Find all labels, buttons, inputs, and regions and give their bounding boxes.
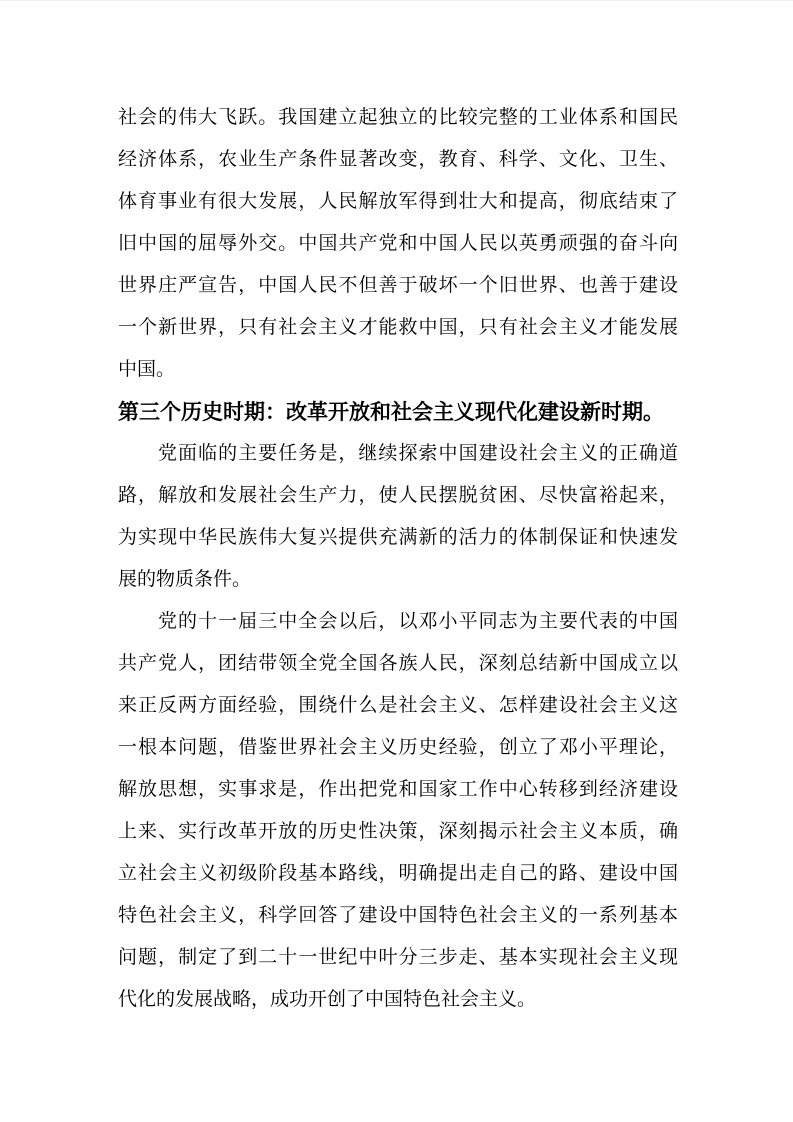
text-line: 党的十一届三中全会以后，以邓小平同志为主要代表的中国 [158, 611, 678, 632]
text-line: 社会的伟大飞跃。我国建立起独立的比较完整的工业体系和国民 [118, 107, 678, 128]
document-body [118, 97, 678, 1021]
continuation-paragraph [118, 97, 678, 391]
text-line: 路，解放和发展社会生产力，使人民摆脱贫困、尽快富裕起来， [118, 485, 678, 506]
text-line: 来正反两方面经验，围绕什么是社会主义、怎样建设社会主义这 [118, 695, 678, 716]
text-line: 一个新世界，只有社会主义才能救中国，只有社会主义才能发展 [118, 317, 678, 338]
text-line: 为实现中华民族伟大复兴提供充满新的活力的体制保证和快速发 [118, 527, 678, 548]
text-line: 代化的发展战略，成功开创了中国特色社会主义。 [118, 989, 537, 1010]
text-line: 一根本问题，借鉴世界社会主义历史经验，创立了邓小平理论， [118, 737, 678, 758]
text-line: 立社会主义初级阶段基本路线，明确提出走自己的路、建设中国 [118, 863, 678, 884]
text-line: 特色社会主义，科学回答了建设中国特色社会主义的一系列基本 [118, 905, 678, 926]
text-line: 党面临的主要任务是，继续探索中国建设社会主义的正确道 [158, 443, 678, 464]
paragraph [118, 433, 678, 601]
text-line: 旧中国的屈辱外交。中国共产党和中国人民以英勇顽强的奋斗向 [118, 233, 678, 254]
section-heading: 第三个历史时期：改革开放和社会主义现代化建设新时期。 [118, 400, 664, 424]
text-line: 世界庄严宣告，中国人民不但善于破坏一个旧世界、也善于建设 [118, 275, 678, 296]
text-line: 体育事业有很大发展，人民解放军得到壮大和提高，彻底结束了 [118, 191, 678, 212]
text-line: 经济体系，农业生产条件显著改变，教育、科学、文化、卫生、 [118, 149, 678, 170]
text-line: 中国。 [118, 359, 176, 380]
text-line: 上来、实行改革开放的历史性决策，深刻揭示社会主义本质，确 [118, 821, 678, 842]
text-line: 共产党人，团结带领全党全国各族人民，深刻总结新中国成立以 [118, 653, 678, 674]
paragraph [118, 601, 678, 1021]
text-line: 展的物质条件。 [118, 569, 252, 590]
text-line: 解放思想，实事求是，作出把党和国家工作中心转移到经济建设 [118, 779, 678, 800]
text-line: 问题，制定了到二十一世纪中叶分三步走、基本实现社会主义现 [118, 947, 678, 968]
